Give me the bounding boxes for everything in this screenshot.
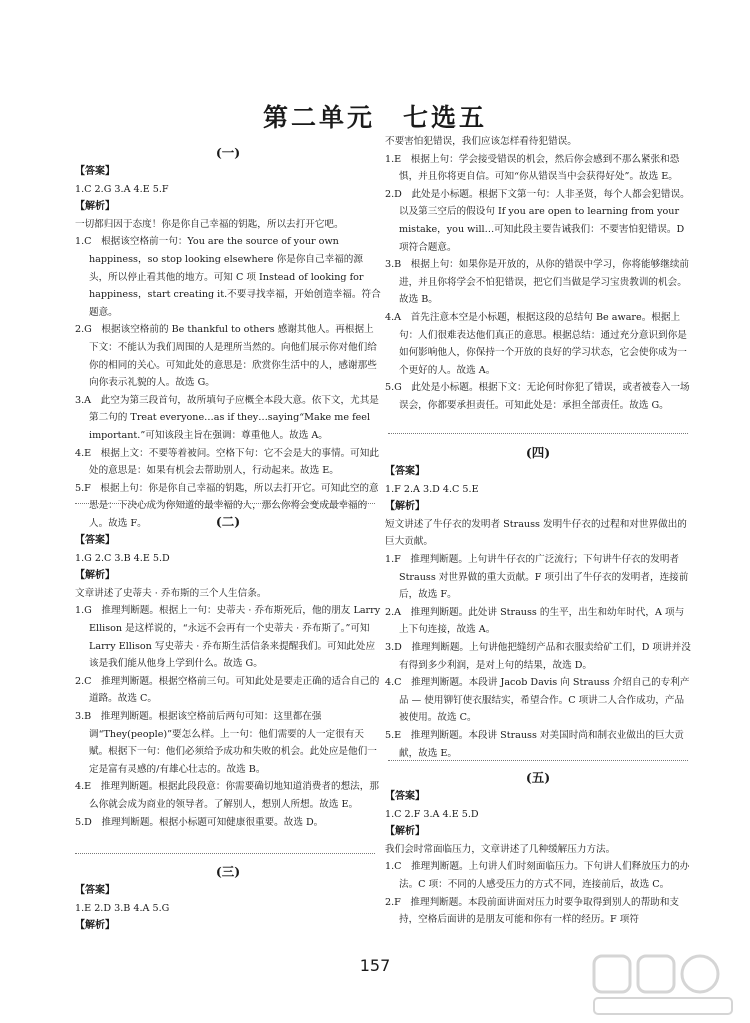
answer-label: 【答案】 — [75, 885, 115, 896]
analysis-item: 4.C 推理判断题。本段讲 Jacob Davis 向 Strauss 介绍自己的专利产品 — 使用铆钉使衣服结实，希望合作。C 项讲二人合作成功，产品被使用。故选 C。 — [385, 677, 690, 724]
summary-text: 短文讲述了牛仔衣的发明者 Strauss 发明牛仔衣的过程和对世界做出的巨大贡献。 — [385, 518, 687, 548]
analysis-label: 【解析】 — [385, 826, 425, 838]
analysis-item: 4.A 首先注意本空是小标题，根据这段的总结句 Be aware。根据上句：人们很难表达他们真正的意思。根据总结：通过充分意识到你是如何影响他人，你保持一个开放的良好的学习状态，它会使你成为一个更好的人。故选 A。 — [385, 311, 687, 376]
summary-text: 不要害怕犯错误，我们应该怎样看待犯错误。 — [385, 136, 577, 147]
page-title: 第二单元 七选五 — [262, 103, 487, 132]
section-heading: (三) — [215, 864, 241, 879]
summary-text: 我们会时常面临压力，文章讲述了几种缓解压力方法。 — [385, 843, 616, 855]
answer-label: 【答案】 — [75, 535, 115, 546]
analysis-item: 3.A 此空为第三段首句，故所填句子应概全本段大意。依下文，尤其是第二句的 Treat everyone…as if they…saying“Make me feel important.”可知该段主旨在强调：尊重他人。故选 A。 — [75, 394, 379, 441]
analysis-item: 1.F 推理判断题。上句讲牛仔衣的广泛流行；下句讲牛仔衣的发明者 Strauss 对世界做的重大贡献。F 项引出了牛仔衣的发明者，连接前后，故选 F。 — [385, 553, 689, 601]
section-heading: (四) — [525, 445, 551, 460]
analysis-item: 4.E 根据上文：不要等着被问。空格下句：它不会是大的事情。可知此处的意思是：如果有机会去帮助别人，行动起来。故选 E。 — [75, 447, 379, 477]
analysis-item: 3.D 推理判断题。上句讲他把缝纫产品和衣服卖给矿工们，D 项讲并没有得到多少利润，是对上句的结果，故选 D。 — [385, 641, 691, 671]
section-3-head — [75, 862, 381, 935]
answer-key: 1.G 2.C 3.B 4.E 5.D — [75, 552, 170, 564]
summary-text: 一切都归因于态度！你是你自己幸福的钥匙，所以去打开它吧。 — [75, 218, 344, 230]
analysis-item: 1.C 根据该空格前一句：You are the source of your own happiness，so stop looking elsewhere 你是你自己幸福的源头，所以停止看其他的地方。可知 C 项 Instead of looking for happiness，start creating it.不要寻找幸福，开始创造幸福。符合题意。 — [75, 236, 381, 318]
answer-key: 1.C 2.G 3.A 4.E 5.F — [75, 183, 169, 195]
summary-text: 文章讲述了史蒂夫 · 乔布斯的三个人生信条。 — [75, 587, 267, 599]
analysis-item: 5.E 推理判断题。本段讲 Strauss 对美国时尚和制衣业做出的巨大贡献，故选 E。 — [385, 729, 684, 759]
analysis-item: 4.E 推理判断题。根据此段段意：你需要确切地知道消费者的想法，那么你就会成为商业的领导者。了解别人，想别人所想。故选 E。 — [75, 781, 379, 810]
answer-label: 【答案】 — [385, 791, 425, 802]
analysis-item: 1.C 推理判断题。上句讲人们时刻面临压力。下句讲人们释放压力的办法。C 项：不同的人感受压力的方式不同，连接前后，故选 C。 — [385, 861, 690, 890]
section-heading: (二) — [215, 514, 241, 529]
analysis-label: 【解析】 — [75, 920, 115, 932]
section-3-body — [385, 133, 691, 415]
section-heading: (一) — [215, 145, 241, 160]
answer-key: 1.F 2.A 3.D 4.C 5.E — [385, 483, 479, 495]
section-4 — [385, 443, 691, 762]
analysis-item: 5.F 根据上句：你是你自己幸福的钥匙，所以去打开它。可知此空的意思是：下决心成为你知道的最幸福的人，那么你将会变成最幸福的人。故选 F。 — [75, 482, 379, 529]
answer-label: 【答案】 — [385, 466, 425, 477]
divider — [388, 433, 688, 434]
analysis-item: 2.C 推理判断题。根据空格前三句。可知此处是要走正确的适合自己的道路。故选 C。 — [75, 675, 380, 705]
answer-key: 1.E 2.D 3.B 4.A 5.G — [75, 902, 170, 914]
analysis-item: 5.D 推理判断题。根据小标题可知健康很重要。故选 D。 — [75, 816, 324, 828]
divider — [75, 853, 375, 854]
analysis-item: 2.G 根据该空格前的 Be thankful to others 感谢其他人。再根据上下文：不能认为我们周围的人是理所当然的。向他们展示你对他们给你的相同的关心。可知此处的意思是：欣赏你生活中的人，感谢那些向你表示礼貌的人。故选 G。 — [75, 324, 377, 389]
watermark-logo-icon — [588, 950, 738, 1020]
analysis-label: 【解析】 — [385, 501, 425, 513]
divider — [75, 503, 375, 504]
answer-key: 1.C 2.F 3.A 4.E 5.D — [385, 808, 479, 820]
page-number: 157 — [359, 956, 391, 975]
analysis-item: 3.B 根据上句：如果你是开放的，从你的错误中学习，你将能够继续前进，并且你将学会不怕犯错误，把它们当做是学习宝贵教训的机会。故选 B。 — [385, 259, 690, 306]
section-1 — [75, 143, 381, 532]
analysis-item: 2.D 此处是小标题。根据下文第一句：人非圣贤，每个人都会犯错误。以及第三空后的假设句 If you are open to learning from your mistake，you will…可知此段主要告诫我们：不要害怕犯错误。D 项符合题意。 — [385, 188, 690, 253]
analysis-item: 1.E 根据上句：学会接受错误的机会，然后你会感到不那么紧张和恐惧，并且你将更自信。可知“你从错误当中会获得好处”。故选 E。 — [385, 153, 680, 183]
section-heading: (五) — [525, 770, 551, 785]
answer-label: 【答案】 — [75, 166, 115, 177]
analysis-label: 【解析】 — [75, 201, 115, 213]
analysis-label: 【解析】 — [75, 570, 115, 582]
analysis-item: 2.F 推理判断题。本段前面讲面对压力时要争取得到别人的帮助和支持，空格后面讲的是朋友可能和你有一样的经历。F 项符 — [385, 896, 680, 926]
section-5 — [385, 768, 691, 929]
analysis-item: 2.A 推理判断题。此处讲 Strauss 的生平，出生和幼年时代，A 项与上下句连接，故选 A。 — [385, 606, 685, 636]
analysis-item: 5.G 此处是小标题。根据下文：无论何时你犯了错误，或者被卷入一场误会，你都要承担责任。可知此处是：承担全部责任。故选 G。 — [385, 382, 690, 411]
analysis-item: 1.G 推理判断题。根据上一句：史蒂夫 · 乔布斯死后，他的朋友 Larry Ellison 是这样说的，“永远不会再有一个史蒂夫 · 乔布斯了。”可知 Larry Ellison 写史蒂夫 · 乔布斯生活信条来提醒我们。可知此处应该是我们能从他身上学到什么。故选 G。 — [75, 605, 381, 670]
analysis-item: 3.B 推理判断题。根据该空格前后两句可知：这里都在强调“They(people)”要怎么样。上一句：他们需要的人一定很有天赋。根据下一句：他们必须给予成功和失败的机会。此处应是他们一定是富有灵感的/有雄心壮志的。故选 B。 — [75, 710, 377, 775]
section-2 — [75, 512, 381, 831]
